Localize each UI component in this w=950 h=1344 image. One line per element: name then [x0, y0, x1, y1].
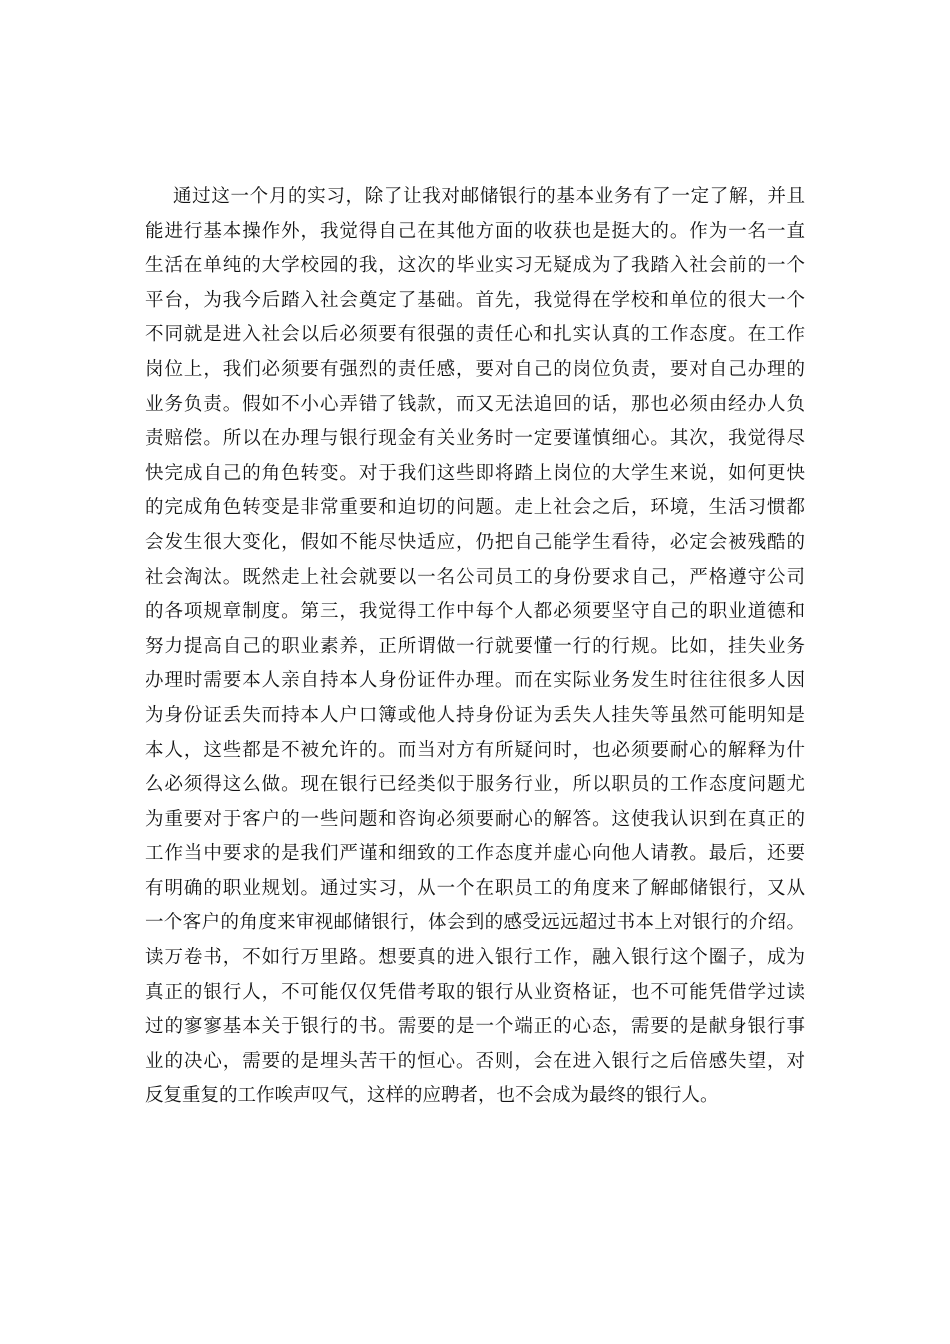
paragraph-line: 为重要对于客户的一些问题和咨询必须要耐心的解答。这使我认识到在真正的 [145, 808, 805, 830]
paragraph-line: 么必须得这么做。现在银行已经类似于服务行业，所以职员的工作态度问题尤 [145, 774, 805, 796]
paragraph-line: 一个客户的角度来审视邮储银行，体会到的感受远远超过书本上对银行的介绍。 [145, 912, 805, 934]
paragraph-line: 的完成角色转变是非常重要和迫切的问题。走上社会之后，环境，生活习惯都 [145, 497, 805, 519]
paragraph-line: 过的寥寥基本关于银行的书。需要的是一个端正的心态，需要的是献身银行事 [145, 1016, 805, 1038]
paragraph-line: 能进行基本操作外，我觉得自己在其他方面的收获也是挺大的。作为一名一直 [145, 220, 805, 242]
paragraph-body [145, 180, 805, 1114]
paragraph-line: 的各项规章制度。第三，我觉得工作中每个人都必须要坚守自己的职业道德和 [145, 601, 805, 623]
paragraph-line: 本人，这些都是不被允许的。而当对方有所疑问时，也必须要耐心的解释为什 [145, 739, 805, 761]
paragraph-line: 反复重复的工作唉声叹气，这样的应聘者，也不会成为最终的银行人。 [145, 1085, 719, 1107]
paragraph-line: 社会淘汰。既然走上社会就要以一名公司员工的身份要求自己，严格遵守公司 [145, 566, 805, 588]
paragraph-line: 平台，为我今后踏入社会奠定了基础。首先，我觉得在学校和单位的很大一个 [145, 289, 805, 311]
paragraph-line: 努力提高自己的职业素养，正所谓做一行就要懂一行的行规。比如，挂失业务 [145, 635, 805, 657]
paragraph-line: 责赔偿。所以在办理与银行现金有关业务时一定要谨慎细心。其次，我觉得尽 [145, 428, 805, 450]
paragraph-line: 有明确的职业规划。通过实习，从一个在职员工的角度来了解邮储银行，又从 [145, 877, 805, 899]
paragraph-line: 不同就是进入社会以后必须要有很强的责任心和扎实认真的工作态度。在工作 [145, 324, 805, 346]
paragraph-line: 快完成自己的角色转变。对于我们这些即将踏上岗位的大学生来说，如何更快 [145, 462, 805, 484]
paragraph-line: 岗位上，我们必须要有强烈的责任感，要对自己的岗位负责，要对自己办理的 [145, 358, 805, 380]
paragraph-line: 通过这一个月的实习，除了让我对邮储银行的基本业务有了一定了解，并且 [173, 186, 805, 207]
paragraph-line: 工作当中要求的是我们严谨和细致的工作态度并虚心向他人请教。最后，还要 [145, 843, 805, 865]
paragraph-line: 生活在单纯的大学校园的我，这次的毕业实习无疑成为了我踏入社会前的一个 [145, 255, 805, 277]
paragraph-line: 会发生很大变化，假如不能尽快适应，仍把自己能学生看待，必定会被残酷的 [145, 531, 805, 553]
paragraph-line: 业务负责。假如不小心弄错了钱款，而又无法追回的话，那也必须由经办人负 [145, 393, 805, 415]
paragraph-line: 业的决心，需要的是埋头苦干的恒心。否则，会在进入银行之后倍感失望，对 [145, 1050, 805, 1072]
paragraph-line: 办理时需要本人亲自持本人身份证件办理。而在实际业务发生时往往很多人因 [145, 670, 805, 692]
paragraph-line: 读万卷书，不如行万里路。想要真的进入银行工作，融入银行这个圈子，成为 [145, 947, 805, 969]
paragraph-line: 真正的银行人，不可能仅仅凭借考取的银行从业资格证，也不可能凭借学过读 [145, 981, 805, 1003]
paragraph-line: 为身份证丢失而持本人户口簿或他人持身份证为丢失人挂失等虽然可能明知是 [145, 704, 805, 726]
